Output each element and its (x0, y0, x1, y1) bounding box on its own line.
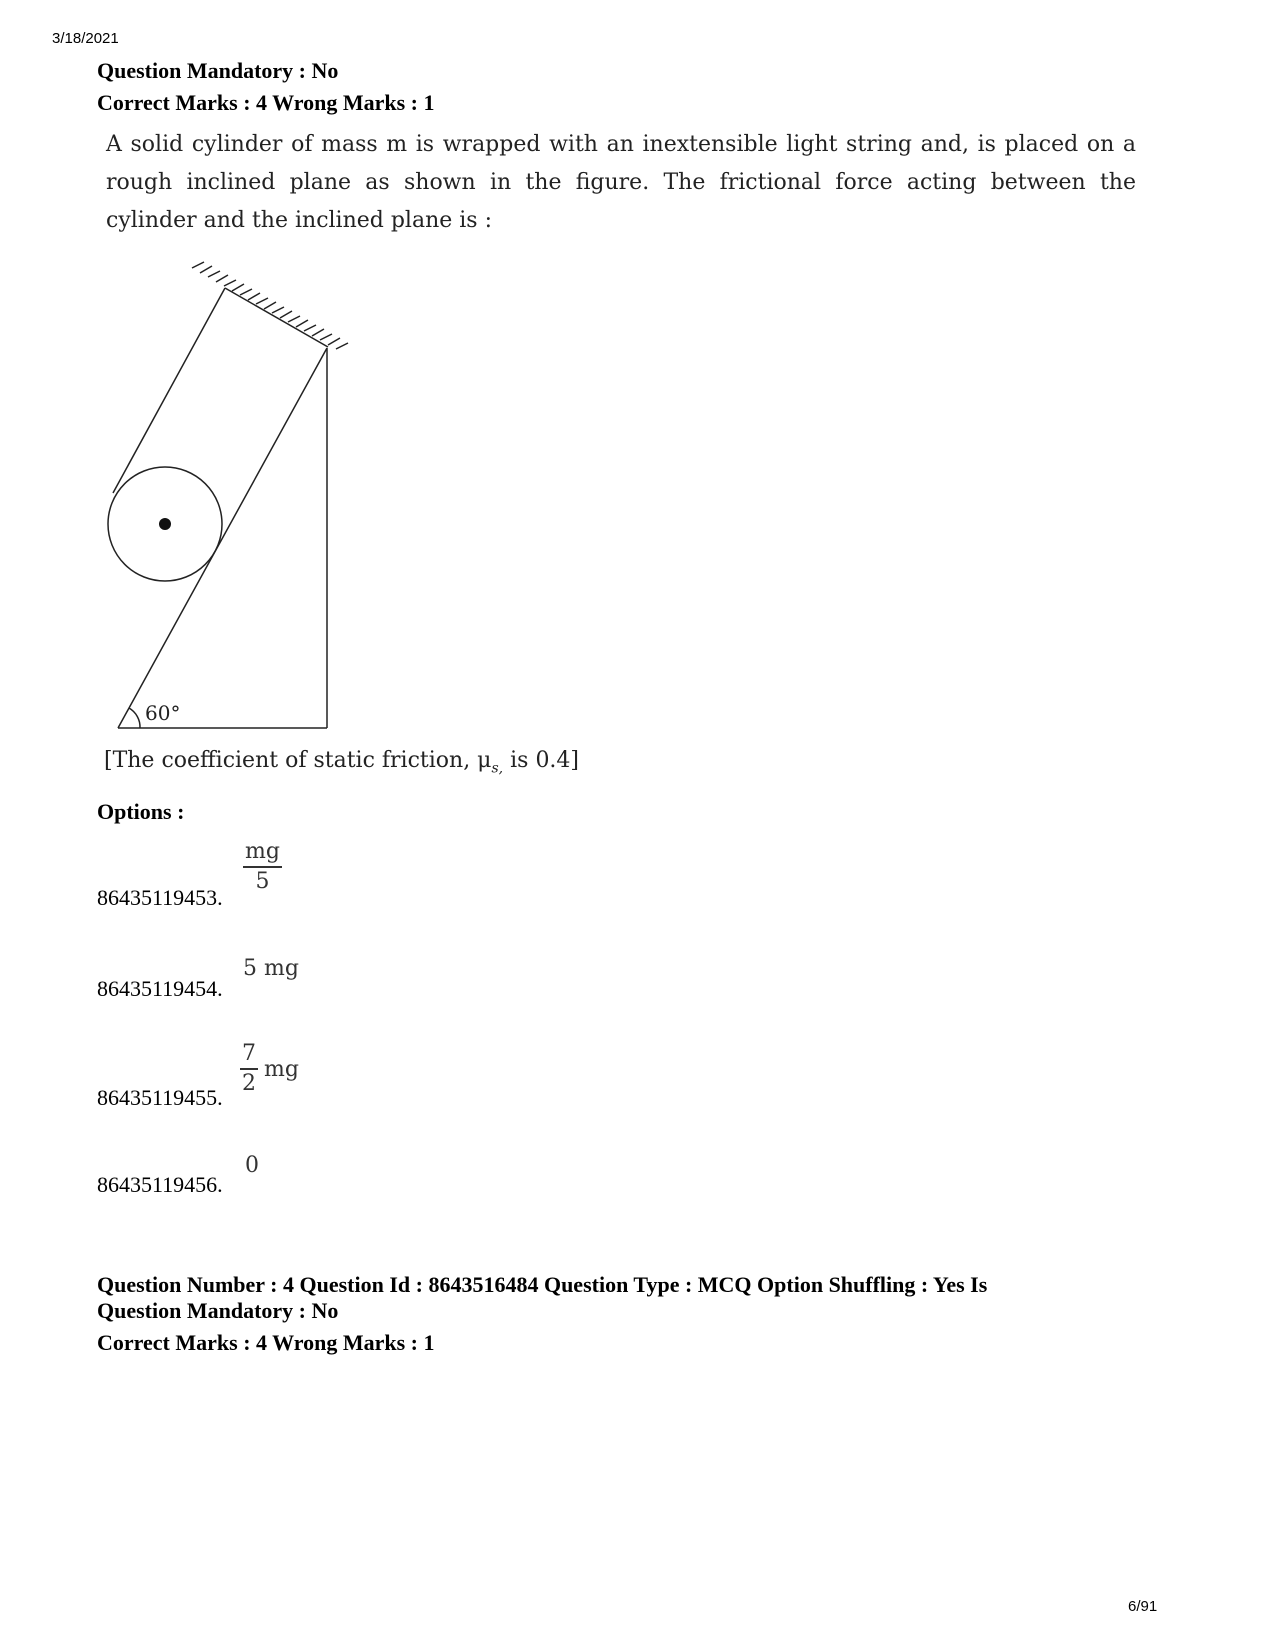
option-1-value (243, 838, 282, 896)
option-3-value (240, 1040, 299, 1098)
q4-marks: Correct Marks : 4 Wrong Marks : 1 (97, 1330, 435, 1355)
incline-line (118, 348, 327, 728)
angle-label: 60° (145, 701, 181, 725)
option-3-suffix: mg (264, 1056, 299, 1082)
q4-header-line-1: Question Number : 4 Question Id : 8643516484 Question Type : MCQ Option Shuffling : Yes Is (97, 1272, 988, 1297)
option-3-denominator: 2 (242, 1071, 256, 1096)
option-1-numerator: mg (243, 838, 282, 868)
print-date: 3/18/2021 (52, 30, 119, 47)
option-3-numerator: 7 (240, 1040, 258, 1070)
friction-note: [The coefficient of static friction, $\mu_{s,}$ is 0.4] (104, 748, 580, 777)
option-4-id: 86435119456. (97, 1172, 223, 1197)
option-1-denominator: 5 (255, 869, 270, 894)
string-line (113, 288, 225, 493)
option-4-value: 0 (245, 1153, 259, 1178)
option-2-value: 5 mg (243, 956, 299, 981)
question-text: A solid cylinder of mass m is wrapped with an inextensible light string and, is placed on a rough inclined plane as shown in the figure. The frictional force acting between the cylinder and the inclined plane is : (106, 132, 1136, 233)
page-number: 6/91 (1128, 1598, 1158, 1615)
option-1-id: 86435119453. (97, 885, 223, 910)
question-mandatory: Question Mandatory : No (97, 58, 339, 83)
q4-mandatory: Question Mandatory : No (97, 1298, 339, 1323)
cylinder-center-dot (159, 518, 171, 530)
option-3-id: 86435119455. (97, 1085, 223, 1110)
question-marks: Correct Marks : 4 Wrong Marks : 1 (97, 90, 435, 115)
ceiling-line (225, 288, 328, 347)
angle-arc (129, 708, 140, 728)
options-heading: Options : (97, 799, 185, 824)
inclined-plane-figure (100, 250, 360, 740)
option-2-id: 86435119454. (97, 976, 223, 1001)
